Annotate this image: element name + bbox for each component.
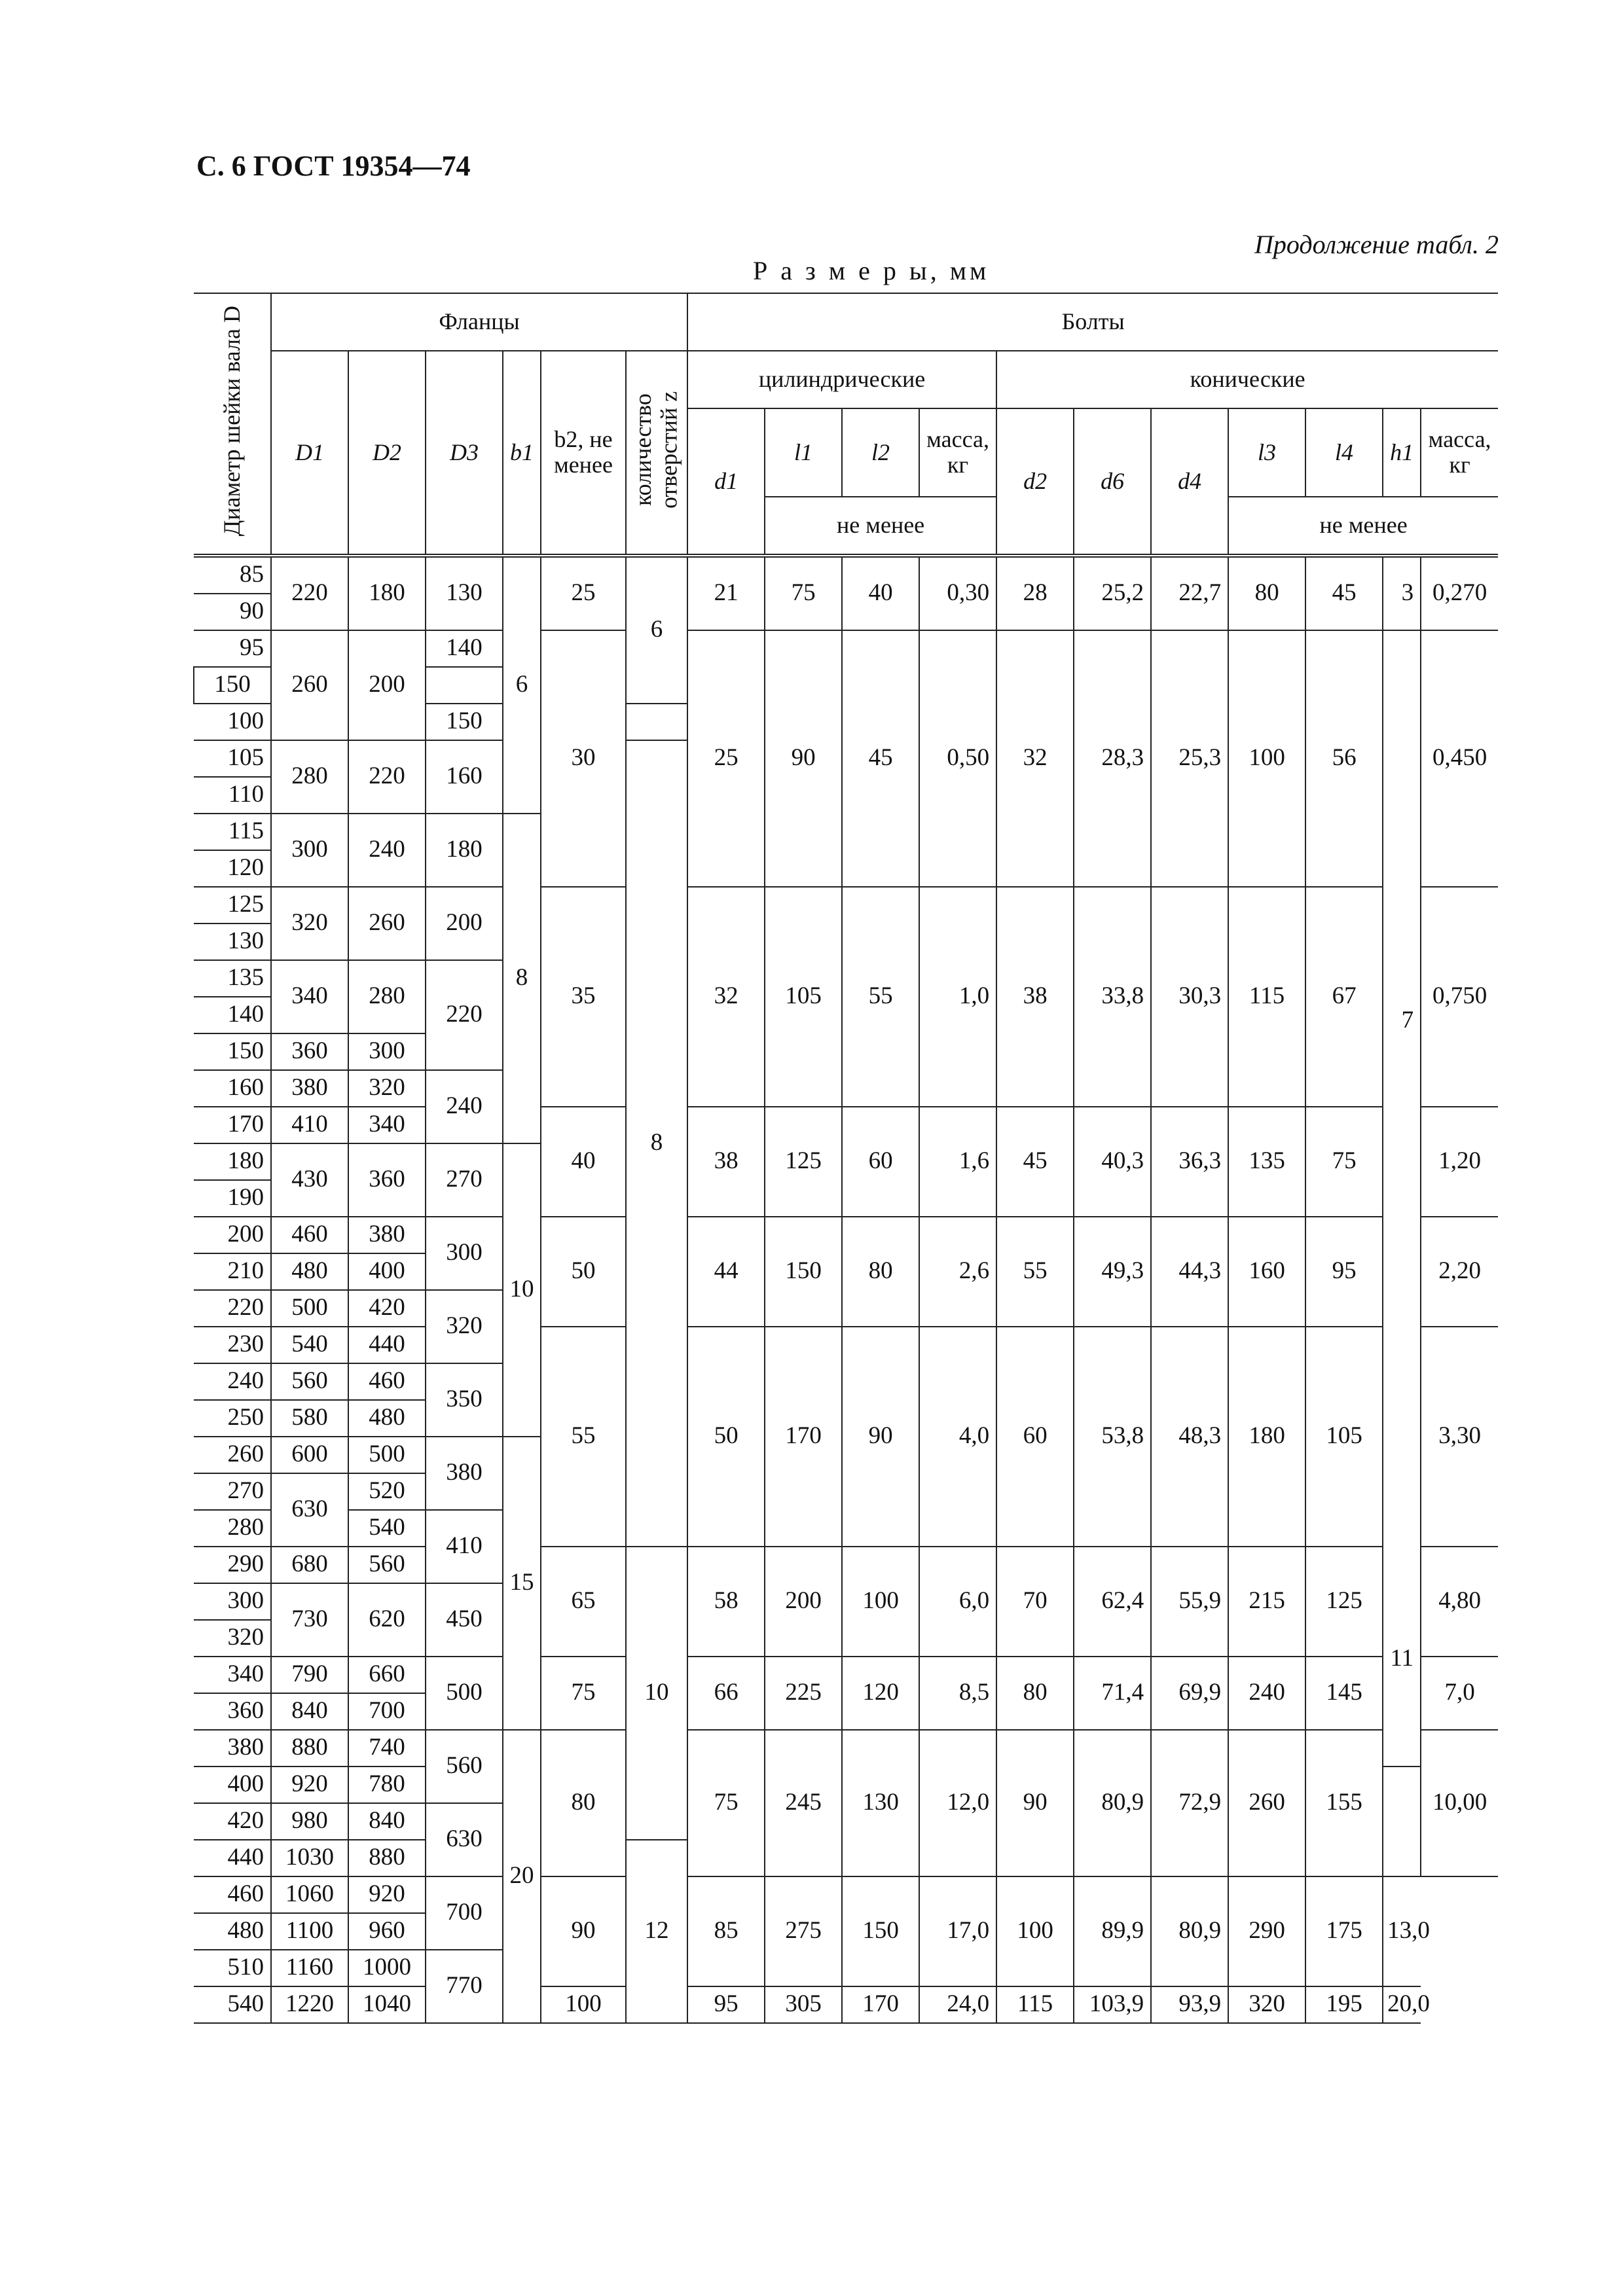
D3-cell: 150 <box>426 704 503 740</box>
D3-cell: 320 <box>426 1290 503 1363</box>
d1-cell: 75 <box>687 1730 765 1876</box>
d1-cell: 44 <box>687 1217 765 1327</box>
mass-con-cell: 7,0 <box>1421 1657 1498 1730</box>
header-d4: d4 <box>1151 408 1228 556</box>
D2-cell: 220 <box>348 740 426 814</box>
l4-cell: 95 <box>1305 1217 1383 1327</box>
d2-cell: 70 <box>996 1547 1074 1657</box>
D3-cell: 140 <box>426 630 503 667</box>
mass-cyl-cell: 0,30 <box>919 556 996 630</box>
d4-cell: 55,9 <box>1151 1547 1228 1657</box>
d6-cell: 62,4 <box>1074 1547 1151 1657</box>
diameter-cell: 90 <box>194 594 271 630</box>
D2-cell: 460 <box>348 1363 426 1400</box>
l3-cell: 160 <box>1228 1217 1305 1327</box>
l2-cell: 55 <box>842 887 919 1107</box>
d1-cell: 58 <box>687 1547 765 1657</box>
D1-cell: 360 <box>271 1033 348 1070</box>
header-z: количество отверстий z <box>626 351 687 556</box>
D3-cell: 240 <box>426 1070 503 1143</box>
D1-cell: 260 <box>271 630 348 740</box>
l4-cell: 75 <box>1305 1107 1383 1217</box>
D1-cell: 1160 <box>271 1950 348 1986</box>
diameter-cell: 160 <box>194 1070 271 1107</box>
D1-cell: 380 <box>271 1070 348 1107</box>
d2-cell: 90 <box>996 1730 1074 1876</box>
d6-cell: 25,2 <box>1074 556 1151 630</box>
D2-cell: 540 <box>348 1510 426 1547</box>
D2-cell: 340 <box>348 1107 426 1143</box>
l2-cell: 80 <box>842 1217 919 1327</box>
D2-cell: 520 <box>348 1473 426 1510</box>
mass-cyl-cell: 24,0 <box>919 1986 996 2023</box>
D1-cell: 560 <box>271 1363 348 1400</box>
d4-cell: 30,3 <box>1151 887 1228 1107</box>
b2-cell: 50 <box>541 1217 626 1327</box>
D2-cell: 700 <box>348 1693 426 1730</box>
header-bolts: Болты <box>687 293 1498 351</box>
diameter-cell: 360 <box>194 1693 271 1730</box>
b2-cell: 25 <box>541 556 626 630</box>
d2-cell: 45 <box>996 1107 1074 1217</box>
diameter-cell: 100 <box>194 704 271 740</box>
D1-cell: 430 <box>271 1143 348 1217</box>
d2-cell: 32 <box>996 630 1074 887</box>
D1-cell: 920 <box>271 1767 348 1803</box>
mass-con-cell: 20,0 <box>1383 1986 1421 2023</box>
diameter-cell: 220 <box>194 1290 271 1327</box>
l2-cell: 150 <box>842 1876 919 1986</box>
diameter-cell: 85 <box>194 556 271 594</box>
l1-cell: 170 <box>765 1327 842 1547</box>
b1-cell: 6 <box>503 556 541 814</box>
l3-cell: 215 <box>1228 1547 1305 1657</box>
mass-con-cell: 0,750 <box>1421 887 1498 1107</box>
l4-cell: 105 <box>1305 1327 1383 1547</box>
D2-cell: 380 <box>348 1217 426 1253</box>
diameter-cell: 180 <box>194 1143 271 1180</box>
l4-cell: 195 <box>1305 1986 1383 2023</box>
l3-cell: 320 <box>1228 1986 1305 2023</box>
b1-cell: 8 <box>503 814 541 1143</box>
b2-cell: 35 <box>541 887 626 1107</box>
header-mass-cyl: масса, кг <box>919 408 996 497</box>
mass-con-cell: 13,0 <box>1383 1876 1421 1986</box>
diameter-cell: 280 <box>194 1510 271 1547</box>
header-d1: d1 <box>687 408 765 556</box>
D3-cell: 220 <box>426 960 503 1070</box>
z-cell: 8 <box>626 740 687 1547</box>
mass-cyl-cell: 2,6 <box>919 1217 996 1327</box>
diameter-cell: 240 <box>194 1363 271 1400</box>
diameter-cell: 440 <box>194 1840 271 1876</box>
diameter-cell: 125 <box>194 887 271 924</box>
b2-cell: 100 <box>541 1986 626 2023</box>
D3-cell: 380 <box>426 1437 503 1510</box>
D2-cell: 880 <box>348 1840 426 1876</box>
D1-cell: 680 <box>271 1547 348 1583</box>
d6-cell: 40,3 <box>1074 1107 1151 1217</box>
D1-cell: 540 <box>271 1327 348 1363</box>
d4-cell: 80,9 <box>1151 1876 1228 1986</box>
header-b1: b1 <box>503 351 541 556</box>
sizes-note: Р а з м е р ы, мм <box>753 256 990 285</box>
b1-cell: 10 <box>503 1143 541 1437</box>
z-cell: 12 <box>626 1840 687 2023</box>
D3-cell: 410 <box>426 1510 503 1583</box>
D2-cell: 440 <box>348 1327 426 1363</box>
diameter-cell: 115 <box>194 814 271 850</box>
D1-cell: 220 <box>271 556 348 630</box>
b2-cell: 65 <box>541 1547 626 1657</box>
h1-cell: 3 <box>1383 556 1421 630</box>
D1-cell: 630 <box>271 1473 348 1547</box>
D3-cell: 200 <box>426 887 503 960</box>
d4-cell: 48,3 <box>1151 1327 1228 1547</box>
l1-cell: 90 <box>765 630 842 887</box>
b2-cell: 40 <box>541 1107 626 1217</box>
d4-cell: 36,3 <box>1151 1107 1228 1217</box>
mass-cyl-cell: 4,0 <box>919 1327 996 1547</box>
l3-cell: 115 <box>1228 887 1305 1107</box>
mass-con-cell: 1,20 <box>1421 1107 1498 1217</box>
D2-cell: 920 <box>348 1876 426 1913</box>
diameter-cell: 150 <box>194 1033 271 1070</box>
D2-cell: 780 <box>348 1767 426 1803</box>
mass-con-cell: 0,450 <box>1421 630 1498 887</box>
D1-cell: 980 <box>271 1803 348 1840</box>
b2-cell: 30 <box>541 630 626 887</box>
l2-cell: 40 <box>842 556 919 630</box>
D3-cell: 500 <box>426 1657 503 1730</box>
header-D3: D3 <box>426 351 503 556</box>
b2-cell: 55 <box>541 1327 626 1547</box>
l1-cell: 125 <box>765 1107 842 1217</box>
mass-cyl-cell: 1,6 <box>919 1107 996 1217</box>
diameter-cell: 290 <box>194 1547 271 1583</box>
diameter-cell: 340 <box>194 1657 271 1693</box>
l4-cell: 145 <box>1305 1657 1383 1730</box>
D1-cell: 340 <box>271 960 348 1033</box>
diameter-cell: 510 <box>194 1950 271 1986</box>
diameter-cell: 270 <box>194 1473 271 1510</box>
l2-cell: 120 <box>842 1657 919 1730</box>
b2-cell: 80 <box>541 1730 626 1876</box>
D3-cell: 560 <box>426 1730 503 1803</box>
d4-cell: 69,9 <box>1151 1657 1228 1730</box>
diameter-cell: 190 <box>194 1180 271 1217</box>
mass-con-cell: 2,20 <box>1421 1217 1498 1327</box>
d1-cell: 38 <box>687 1107 765 1217</box>
diameter-cell: 460 <box>194 1876 271 1913</box>
D1-cell: 300 <box>271 814 348 887</box>
l3-cell: 290 <box>1228 1876 1305 1986</box>
D1-cell: 280 <box>271 740 348 814</box>
l1-cell: 200 <box>765 1547 842 1657</box>
D2-cell: 960 <box>348 1913 426 1950</box>
dimensions-table <box>193 293 1498 2024</box>
d1-cell: 95 <box>687 1986 765 2023</box>
D1-cell: 1030 <box>271 1840 348 1876</box>
diameter-cell: 540 <box>194 1986 271 2023</box>
D2-cell: 320 <box>348 1070 426 1107</box>
d6-cell: 80,9 <box>1074 1730 1151 1876</box>
z-cell: 6 <box>626 556 687 704</box>
diameter-cell: 135 <box>194 960 271 997</box>
D3-cell: 300 <box>426 1217 503 1290</box>
mass-cyl-cell: 17,0 <box>919 1876 996 1986</box>
D1-cell: 880 <box>271 1730 348 1767</box>
D1-cell: 1220 <box>271 1986 348 2023</box>
D1-cell: 320 <box>271 887 348 960</box>
d6-cell: 33,8 <box>1074 887 1151 1107</box>
D2-cell: 400 <box>348 1253 426 1290</box>
l1-cell: 305 <box>765 1986 842 2023</box>
diameter-cell: 320 <box>194 1620 271 1657</box>
D2-cell: 1040 <box>348 1986 426 2023</box>
d1-cell: 25 <box>687 630 765 887</box>
header-not-less-cyl: не менее <box>765 497 996 556</box>
diameter-cell: 105 <box>194 740 271 777</box>
diameter-cell: 140 <box>194 997 271 1033</box>
D2-cell: 200 <box>348 630 426 740</box>
l4-cell: 45 <box>1305 556 1383 630</box>
b1-cell: 20 <box>503 1730 541 2023</box>
d2-cell: 100 <box>996 1876 1074 1986</box>
d6-cell: 49,3 <box>1074 1217 1151 1327</box>
D1-cell: 600 <box>271 1437 348 1473</box>
diameter-cell: 170 <box>194 1107 271 1143</box>
l3-cell: 80 <box>1228 556 1305 630</box>
diameter-cell: 300 <box>194 1583 271 1620</box>
mass-con-cell: 4,80 <box>1421 1547 1498 1657</box>
D1-cell: 460 <box>271 1217 348 1253</box>
d4-cell: 25,3 <box>1151 630 1228 887</box>
l2-cell: 100 <box>842 1547 919 1657</box>
d1-cell: 50 <box>687 1327 765 1547</box>
D3-cell: 270 <box>426 1143 503 1217</box>
page-header: С. 6 ГОСТ 19354—74 <box>196 150 471 182</box>
diameter-cell: 380 <box>194 1730 271 1767</box>
D2-cell: 180 <box>348 556 426 630</box>
d2-cell: 55 <box>996 1217 1074 1327</box>
d6-cell: 89,9 <box>1074 1876 1151 1986</box>
l1-cell: 105 <box>765 887 842 1107</box>
l4-cell: 175 <box>1305 1876 1383 1986</box>
D2-cell: 560 <box>348 1547 426 1583</box>
d1-cell: 32 <box>687 887 765 1107</box>
header-d2: d2 <box>996 408 1074 556</box>
d4-cell: 22,7 <box>1151 556 1228 630</box>
b2-cell: 90 <box>541 1876 626 1986</box>
l2-cell: 90 <box>842 1327 919 1547</box>
l1-cell: 75 <box>765 556 842 630</box>
d2-cell: 60 <box>996 1327 1074 1547</box>
D2-cell: 480 <box>348 1400 426 1437</box>
header-not-less-con: не менее <box>1228 497 1498 556</box>
D2-cell: 420 <box>348 1290 426 1327</box>
D2-cell: 260 <box>348 887 426 960</box>
continuation-note: Продолжение табл. 2 <box>1254 230 1499 259</box>
l2-cell: 170 <box>842 1986 919 2023</box>
D2-cell: 620 <box>348 1583 426 1657</box>
D2-cell: 300 <box>348 1033 426 1070</box>
D1-cell: 480 <box>271 1253 348 1290</box>
diameter-cell: 95 <box>194 630 271 667</box>
l4-cell: 56 <box>1305 630 1383 887</box>
mass-cyl-cell: 8,5 <box>919 1657 996 1730</box>
z-cell: 10 <box>626 1547 687 1840</box>
header-diameter: Диаметр шейки вала D <box>194 293 271 556</box>
d6-cell: 53,8 <box>1074 1327 1151 1547</box>
D1-cell: 500 <box>271 1290 348 1327</box>
mass-con-cell: 10,00 <box>1421 1730 1498 1876</box>
diameter-cell: 260 <box>194 1437 271 1473</box>
d4-cell: 72,9 <box>1151 1730 1228 1876</box>
D2-cell: 240 <box>348 814 426 887</box>
D3-cell: 160 <box>426 740 503 814</box>
l4-cell: 125 <box>1305 1547 1383 1657</box>
diameter-cell: 420 <box>194 1803 271 1840</box>
l1-cell: 245 <box>765 1730 842 1876</box>
D3-cell: 770 <box>426 1950 503 2023</box>
l3-cell: 180 <box>1228 1327 1305 1547</box>
mass-cyl-cell: 1,0 <box>919 887 996 1107</box>
D1-cell: 580 <box>271 1400 348 1437</box>
D1-cell: 1100 <box>271 1913 348 1950</box>
l1-cell: 275 <box>765 1876 842 1986</box>
l1-cell: 150 <box>765 1217 842 1327</box>
header-D2: D2 <box>348 351 426 556</box>
D1-cell: 840 <box>271 1693 348 1730</box>
header-b2: b2, не менее <box>541 351 626 556</box>
D3-cell: 180 <box>426 814 503 887</box>
diameter-cell: 400 <box>194 1767 271 1803</box>
header-cylindrical: цилиндрические <box>687 351 996 408</box>
b2-cell: 75 <box>541 1657 626 1730</box>
d1-cell: 85 <box>687 1876 765 1986</box>
d6-cell: 71,4 <box>1074 1657 1151 1730</box>
header-l2: l2 <box>842 408 919 497</box>
header-h1: h1 <box>1383 408 1421 497</box>
l3-cell: 260 <box>1228 1730 1305 1876</box>
D3-cell: 130 <box>426 556 503 630</box>
d4-cell: 93,9 <box>1151 1986 1228 2023</box>
D1-cell: 1060 <box>271 1876 348 1913</box>
d4-cell: 44,3 <box>1151 1217 1228 1327</box>
d2-cell: 38 <box>996 887 1074 1107</box>
diameter-cell: 110 <box>194 777 271 814</box>
diameter-cell: 480 <box>194 1913 271 1950</box>
diameter-cell: 210 <box>194 1253 271 1290</box>
D2-cell: 840 <box>348 1803 426 1840</box>
l2-cell: 130 <box>842 1730 919 1876</box>
D2-cell: 280 <box>348 960 426 1033</box>
mass-con-cell: 0,270 <box>1421 556 1498 630</box>
header-conical: конические <box>996 351 1498 408</box>
D2-cell: 500 <box>348 1437 426 1473</box>
h1-cell: 7 11 <box>1383 630 1421 1767</box>
d2-cell: 80 <box>996 1657 1074 1730</box>
D2-cell: 660 <box>348 1657 426 1693</box>
diameter-cell: 250 <box>194 1400 271 1437</box>
l3-cell: 100 <box>1228 630 1305 887</box>
D2-cell: 360 <box>348 1143 426 1217</box>
D3-cell: 630 <box>426 1803 503 1876</box>
header-D1: D1 <box>271 351 348 556</box>
header-l1: l1 <box>765 408 842 497</box>
D3-cell: 450 <box>426 1583 503 1657</box>
l2-cell: 60 <box>842 1107 919 1217</box>
D1-cell: 730 <box>271 1583 348 1657</box>
d1-cell: 21 <box>687 556 765 630</box>
d1-cell: 66 <box>687 1657 765 1730</box>
D3-cell: 150 <box>194 667 271 704</box>
D2-cell: 740 <box>348 1730 426 1767</box>
header-flanges: Фланцы <box>271 293 687 351</box>
D1-cell: 410 <box>271 1107 348 1143</box>
l3-cell: 135 <box>1228 1107 1305 1217</box>
l4-cell: 155 <box>1305 1730 1383 1876</box>
d2-cell: 115 <box>996 1986 1074 2023</box>
d6-cell: 103,9 <box>1074 1986 1151 2023</box>
mass-con-cell: 3,30 <box>1421 1327 1498 1547</box>
mass-cyl-cell: 6,0 <box>919 1547 996 1657</box>
b1-cell: 15 <box>503 1437 541 1730</box>
diameter-cell: 130 <box>194 924 271 960</box>
l2-cell: 45 <box>842 630 919 887</box>
D3-cell: 350 <box>426 1363 503 1437</box>
d6-cell: 28,3 <box>1074 630 1151 887</box>
D2-cell: 1000 <box>348 1950 426 1986</box>
mass-cyl-cell: 12,0 <box>919 1730 996 1876</box>
l1-cell: 225 <box>765 1657 842 1730</box>
header-l3: l3 <box>1228 408 1305 497</box>
l4-cell: 67 <box>1305 887 1383 1107</box>
diameter-cell: 120 <box>194 850 271 887</box>
header-l4: l4 <box>1305 408 1383 497</box>
D3-cell: 700 <box>426 1876 503 1950</box>
D1-cell: 790 <box>271 1657 348 1693</box>
diameter-cell: 230 <box>194 1327 271 1363</box>
diameter-cell: 200 <box>194 1217 271 1253</box>
header-mass-con: масса, кг <box>1421 408 1498 497</box>
header-d6: d6 <box>1074 408 1151 556</box>
l3-cell: 240 <box>1228 1657 1305 1730</box>
mass-cyl-cell: 0,50 <box>919 630 996 887</box>
d2-cell: 28 <box>996 556 1074 630</box>
